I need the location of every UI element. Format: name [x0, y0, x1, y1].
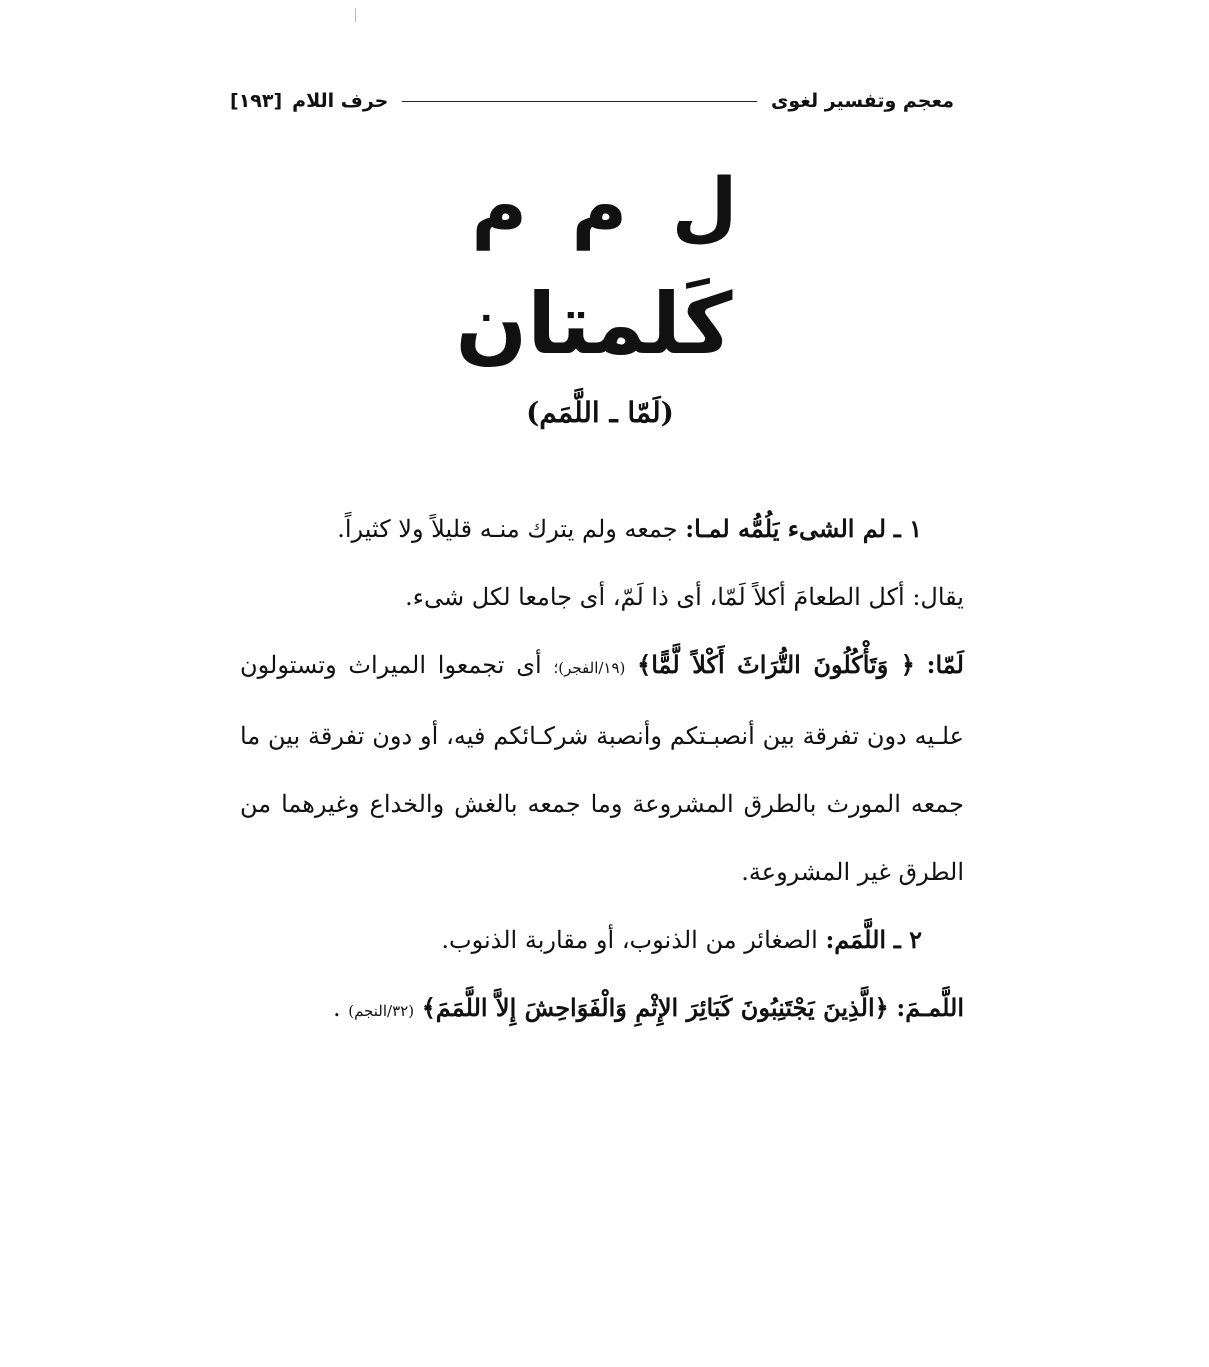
section-title: كَلمتان: [455, 275, 733, 373]
entry-1-explanation: أى تجمعوا الميراث وتستولون علـيه دون تفرقة بين أنصبـتكم وأنصبة شركـائكم فيه، أو دون تفرقة بين ما جمعه المورث بالطرق المشروعة وما جمعه بالغش والخداع وغيرهما من الطرق غير المشروعة.: [240, 651, 964, 886]
entry-2-end: .: [332, 994, 341, 1022]
entry-1-example: يقال: أكل الطعامَ أكلاً لَمّا، أى ذا لَمّ، أى جامعا لكل شىء.: [405, 583, 964, 611]
page-number: [١٩٣]: [230, 90, 283, 112]
running-header: [230, 84, 954, 118]
section-subtitle: (لَمّا ـ اللَّمَم): [526, 396, 674, 429]
entry-2-verse: ﴿الَّذِينَ يَجْتَنِبُونَ كَبَائِرَ الإِثْمِ وَالْفَوَاحِشَ إِلاَّ اللَّمَمَ﴾: [421, 993, 889, 1022]
entry-1-quran: [240, 631, 964, 906]
entry-1-verse-reference: (١٩/الفجر)؛: [553, 659, 626, 677]
entry-1-definition: [240, 495, 964, 563]
entry-2-headword: اللَّمَم:: [825, 925, 887, 954]
entry-1-number: ١ ـ: [893, 514, 922, 543]
entry-1-quran-label: لَمّا:: [926, 650, 964, 679]
entry-2-meaning: الصغائر من الذنوب، أو مقاربة الذنوب.: [441, 926, 818, 954]
header-rule: [402, 101, 757, 102]
entry-1-verse: ﴿ وَتَأْكُلُونَ التُّرَاثَ أَكْلاً لَّمًّا﴾: [637, 650, 915, 679]
entry-2-definition: [240, 906, 964, 974]
body-text: [240, 495, 964, 1045]
entry-2-quran-label: اللَّمـمَ:: [896, 993, 964, 1022]
scan-mark: [355, 8, 356, 22]
chapter-name: حرف اللام: [292, 90, 389, 112]
root-letters: ل م م: [471, 161, 738, 250]
entry-1-meaning: جمعه ولم يترك منـه قليلاً ولا كثيراً.: [337, 515, 678, 543]
entry-1-headword: لم الشىء يَلُمُّه لمـا:: [685, 514, 887, 543]
entry-2-number: ٢ ـ: [893, 925, 922, 954]
book-title: معجم وتفسير لغوى: [770, 90, 954, 112]
entry-2-verse-reference: (٣٢/النجم): [348, 1002, 415, 1020]
entry-2-quran: [240, 974, 964, 1045]
